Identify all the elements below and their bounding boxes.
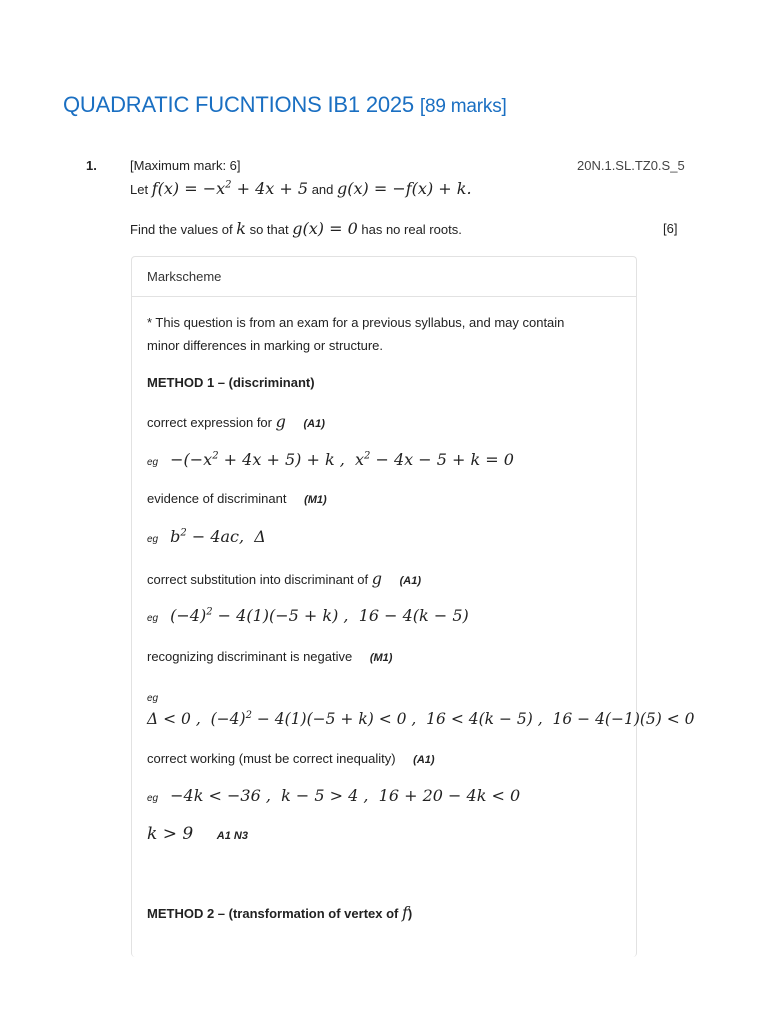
method-2-prefix: METHOD 2 – (transformation of vertex of <box>147 906 399 921</box>
step-1-award: (A1) <box>303 418 325 430</box>
eg-label: eg <box>147 457 159 468</box>
step-1 <box>147 412 325 431</box>
method-2-var: f <box>402 903 408 922</box>
task-so-that: so that <box>249 222 289 237</box>
step-3-var: g <box>371 569 382 588</box>
step-2-award: (M1) <box>304 494 327 506</box>
eg-label: eg <box>147 793 159 804</box>
and-text: and <box>311 182 334 197</box>
step-4-text: recognizing discriminant is negative <box>147 649 353 664</box>
task-suffix: has no real roots. <box>361 222 462 237</box>
answer-award: A1 N3 <box>216 830 248 842</box>
task-marks: [6] <box>663 221 678 236</box>
task-k: k <box>236 219 246 238</box>
step-3 <box>147 569 421 588</box>
step-4 <box>147 649 392 664</box>
step-5-text: correct working (must be correct inequality) <box>147 751 396 766</box>
method-1-heading: METHOD 1 – (discriminant) <box>147 375 315 390</box>
task-equation: g(x) = 0 <box>292 219 358 238</box>
eg-label: eg <box>147 534 159 545</box>
given-functions <box>130 179 472 198</box>
step-4-example <box>147 710 695 728</box>
step-5-example <box>147 786 520 805</box>
method-2-suffix: ) <box>407 906 413 921</box>
step-5-math: −4k < −36 , k − 5 > 4 , 16 + 20 − 4k < 0 <box>170 786 521 805</box>
maximum-mark: [Maximum mark: 6] <box>130 158 241 173</box>
markscheme-note <box>147 311 564 357</box>
step-3-text: correct substitution into discriminant of <box>147 572 369 587</box>
step-1-example <box>147 450 514 469</box>
eg-label: eg <box>147 613 159 624</box>
method-2-heading <box>147 903 412 922</box>
page-title <box>63 92 507 118</box>
note-line-1: * This question is from an exam for a previous syllabus, and may contain <box>147 315 565 330</box>
step-3-award: (A1) <box>399 575 421 587</box>
question-number: 1. <box>86 158 97 173</box>
title-text: QUADRATIC FUCNTIONS IB1 2025 <box>63 92 414 117</box>
markscheme-header[interactable]: Markscheme <box>132 257 636 297</box>
f-definition: $f(x) = -x^2 + 4x + 5$ <box>151 179 309 198</box>
step-2-example <box>147 527 266 546</box>
step-2-math: $b^2 - 4ac$, Δ <box>170 527 266 546</box>
step-2 <box>147 491 327 506</box>
step-4-math: Δ < 0 , $(-4)^2 - 4(1)(-5 + k) < 0$ , 16 < 4(k − 5) , 16 − 4(−1)(5) < 0 <box>147 710 695 729</box>
task-prefix: Find the values of <box>130 222 233 237</box>
step-5 <box>147 751 435 766</box>
let-text: Let <box>130 182 149 197</box>
step-4-award: (M1) <box>369 652 393 664</box>
step-1-text: correct expression for <box>147 415 272 430</box>
question-task <box>130 219 462 238</box>
answer-math: k > 9 <box>147 824 194 844</box>
eg-label: eg <box>147 693 159 704</box>
note-line-2: minor differences in marking or structure. <box>147 338 384 353</box>
step-3-example <box>147 606 469 625</box>
step-1-var: g <box>275 412 286 431</box>
step-5-award: (A1) <box>413 754 435 766</box>
final-answer <box>147 824 248 844</box>
g-definition: g(x) = −f(x) + k. <box>337 179 472 198</box>
question-code: 20N.1.SL.TZ0.S_5 <box>577 158 685 173</box>
step-4-eg <box>147 689 170 704</box>
step-3-math: $(-4)^2 - 4(1)(-5 + k)$ , 16 − 4(k − 5) <box>170 606 469 625</box>
step-1-math: $-(-x^2 + 4x + 5) + k$ , $x^2 - 4x - 5 + k = 0$ <box>170 450 514 469</box>
title-marks: [89 marks] <box>419 96 507 117</box>
step-2-text: evidence of discriminant <box>147 491 287 506</box>
